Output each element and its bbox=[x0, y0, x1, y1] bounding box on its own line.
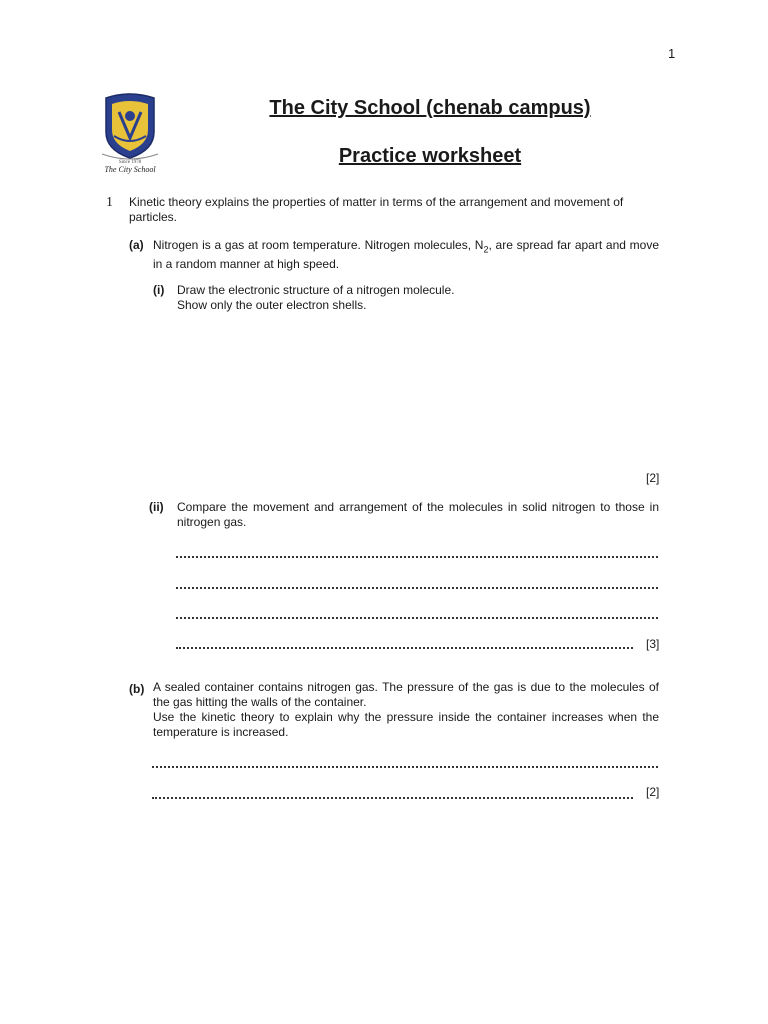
question-number: 1 bbox=[106, 195, 113, 210]
question-intro: Kinetic theory explains the properties of matter in terms of the arrangement and movement of particles. bbox=[129, 195, 624, 224]
school-logo bbox=[92, 92, 168, 174]
answer-line[interactable] bbox=[176, 617, 658, 619]
answer-line[interactable] bbox=[176, 587, 658, 589]
page-number: 1 bbox=[668, 46, 676, 61]
part-a-i-label: (i) bbox=[153, 283, 165, 297]
part-b-text: A sealed container contains nitrogen gas. The pressure of the gas is due to the molecules of the gas hitting the walls of the container. Use the kinetic theory to explain why the pressure inside the container increases when the temperature is increased. bbox=[153, 680, 659, 739]
part-a-ii-marks: [3] bbox=[646, 637, 660, 651]
answer-line[interactable] bbox=[152, 766, 658, 768]
subscript-2: 2 bbox=[483, 244, 489, 255]
svg-text:The City School: The City School bbox=[104, 165, 156, 174]
part-a-i-marks: [2] bbox=[646, 471, 660, 485]
page-title: The City School (chenab campus) bbox=[269, 97, 591, 119]
part-a-ii-label: (ii) bbox=[149, 500, 164, 514]
part-a-label: (a) bbox=[129, 238, 144, 252]
part-b-label: (b) bbox=[129, 682, 145, 696]
worksheet-subtitle: Practice worksheet bbox=[338, 145, 522, 167]
answer-line[interactable] bbox=[176, 556, 658, 558]
part-b-marks: [2] bbox=[646, 785, 660, 799]
part-a-ii-text: Compare the movement and arrangement of the molecules in solid nitrogen to those in nitrogen gas. bbox=[177, 500, 659, 529]
part-a-i-text: Draw the electronic structure of a nitrogen molecule. Show only the outer electron shells. bbox=[177, 283, 455, 312]
answer-line[interactable] bbox=[152, 797, 633, 799]
answer-line[interactable] bbox=[176, 647, 633, 649]
svg-text:Since 1978: Since 1978 bbox=[118, 160, 142, 165]
part-a-text: Nitrogen is a gas at room temperature. Nitrogen molecules, $N_2$, are spread far apart and move in a random manner at high speed. bbox=[153, 238, 660, 272]
